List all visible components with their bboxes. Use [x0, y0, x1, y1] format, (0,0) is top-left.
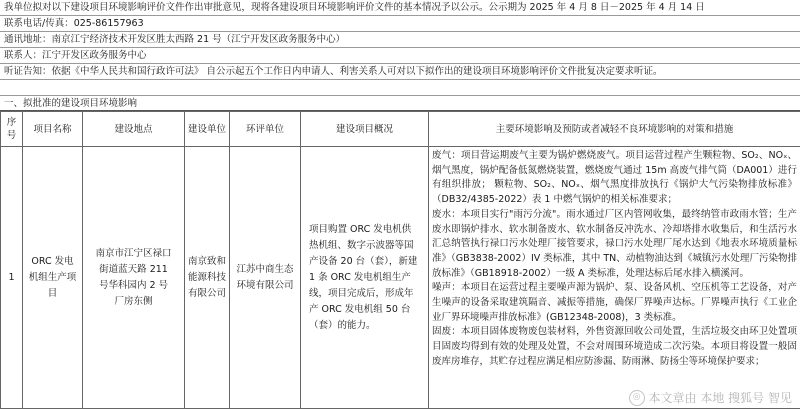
cell-builder: 南京致和能源科技有限公司 [185, 147, 230, 409]
cell-overview: 项目购置 ORC 发电机供热机组、数字示波器等国产设备 20 台（套），新建 1 条 ORC 发电机组生产线，项目完成后，形成年产 ORC 发电机组 50 台（套）的能力。 [301, 147, 429, 409]
notice-contact: 联系人：江宁开发区政务服务中心 [0, 48, 800, 64]
notice-blank-line [0, 80, 800, 96]
notice-intro: 我单位拟对以下建设项目环境影响评价文件作出审批意见，现将各建设项目环境影响评价文件的基本情况予以公示。公示期为 2025 年 4 月 8 日－2025 年 4 月 14 日 [0, 0, 800, 16]
cell-location: 南京市江宁区禄口街道蓝天路 211 号华科园内 2 号厂房东侧 [83, 147, 185, 409]
cell-measures [429, 147, 800, 409]
notice-phone: 联系电话/传真：025-86157963 [0, 16, 800, 32]
measure-waste-gas: 废气：项目营运期废气主要为锅炉燃烧废气。项目运营过程产生颗粒物、SO₂、NOₓ、烟气黑度，锅炉配备低氮燃烧装置，燃烧废气通过 15m 高废气排气筒（DA001）进行有组织排放； 颗粒物、SO₂、NOₓ、烟气黑度排放执行《锅炉大气污染物排放标准》（DB32/4385-2022）表 1 中燃气锅炉的相关标准要求； [432, 150, 797, 206]
header-measures: 主要环境影响及预防或者减轻不良环境影响的对策和措施 [429, 112, 800, 147]
watermark-text: 本文章由 本地 搜狐号 智见 [648, 391, 792, 405]
table-header-row [1, 112, 800, 147]
header-builder: 建设单位 [185, 112, 230, 147]
cell-evaluator: 江苏中商生态环境有限公司 [230, 147, 301, 409]
header-location: 建设地点 [83, 112, 185, 147]
measure-noise: 噪声：本项目在运营过程主要噪声源为锅炉、泵、设备风机、空压机等工艺设备，对产生噪声的设备采取建筑隔音、减振等措施，确保厂界噪声达标。厂界噪声执行《工业企业厂界环境噪声排放标准》(GB12348-2008)，3 类标准。 [432, 282, 797, 323]
project-table [0, 111, 800, 409]
notice-hearing: 听证告知：依据《中华人民共和国行政许可法》 自公示起五个工作日内申请人、利害关系人可对以下拟作出的建设项目环境影响评价文件批复决定要求听证。 [0, 64, 800, 80]
watermark [629, 389, 792, 406]
cell-project-name: ORC 发电机组生产项目 [23, 147, 83, 409]
table-row [1, 147, 800, 409]
header-evaluator: 环评单位 [230, 112, 301, 147]
watermark-logo-icon: ◎ [629, 390, 645, 406]
section-title: 一、拟批准的建设项目环境影响 [0, 96, 800, 111]
header-overview: 建设项目概况 [301, 112, 429, 147]
notice-address: 通讯地址：南京江宁经济技术开发区胜太西路 21 号（江宁开发区政务服务中心） [0, 32, 800, 48]
measure-solid-waste: 固废：本项目固体废物废包装材料，外售资源回收公司处置，生活垃圾交由环卫处置项目固废均得到有效的处理及处置，不会对周围环境造成二次污染。本项目将设置一般固废库房堆存，其贮存过程应满足相应防渗漏、防雨淋、防扬尘等环境保护要求； [432, 326, 797, 367]
header-project-name: 项目名称 [23, 112, 83, 147]
cell-seq: 1 [1, 147, 23, 409]
measure-waste-water: 废水：本项目实行"雨污分流"。雨水通过厂区内管网收集，最终纳管市政雨水管；生产废水即锅炉排水、软水制备废水、软水制备反冲洗水、冷却塔排水收集后，和生活污水汇总纳管执行禄口污水处理厂接管要求，禄口污水处理厂尾水达到《地表水环境质量标准》（GB3838-2002）IV 类标准，其中 TN、动植物油达到《城镇污水处理厂污染物排放标准》（GB18918-2002）一级 A 类标准，处理达标后尾水排入横溪河。 [432, 208, 797, 279]
header-seq: 序号 [1, 112, 23, 147]
